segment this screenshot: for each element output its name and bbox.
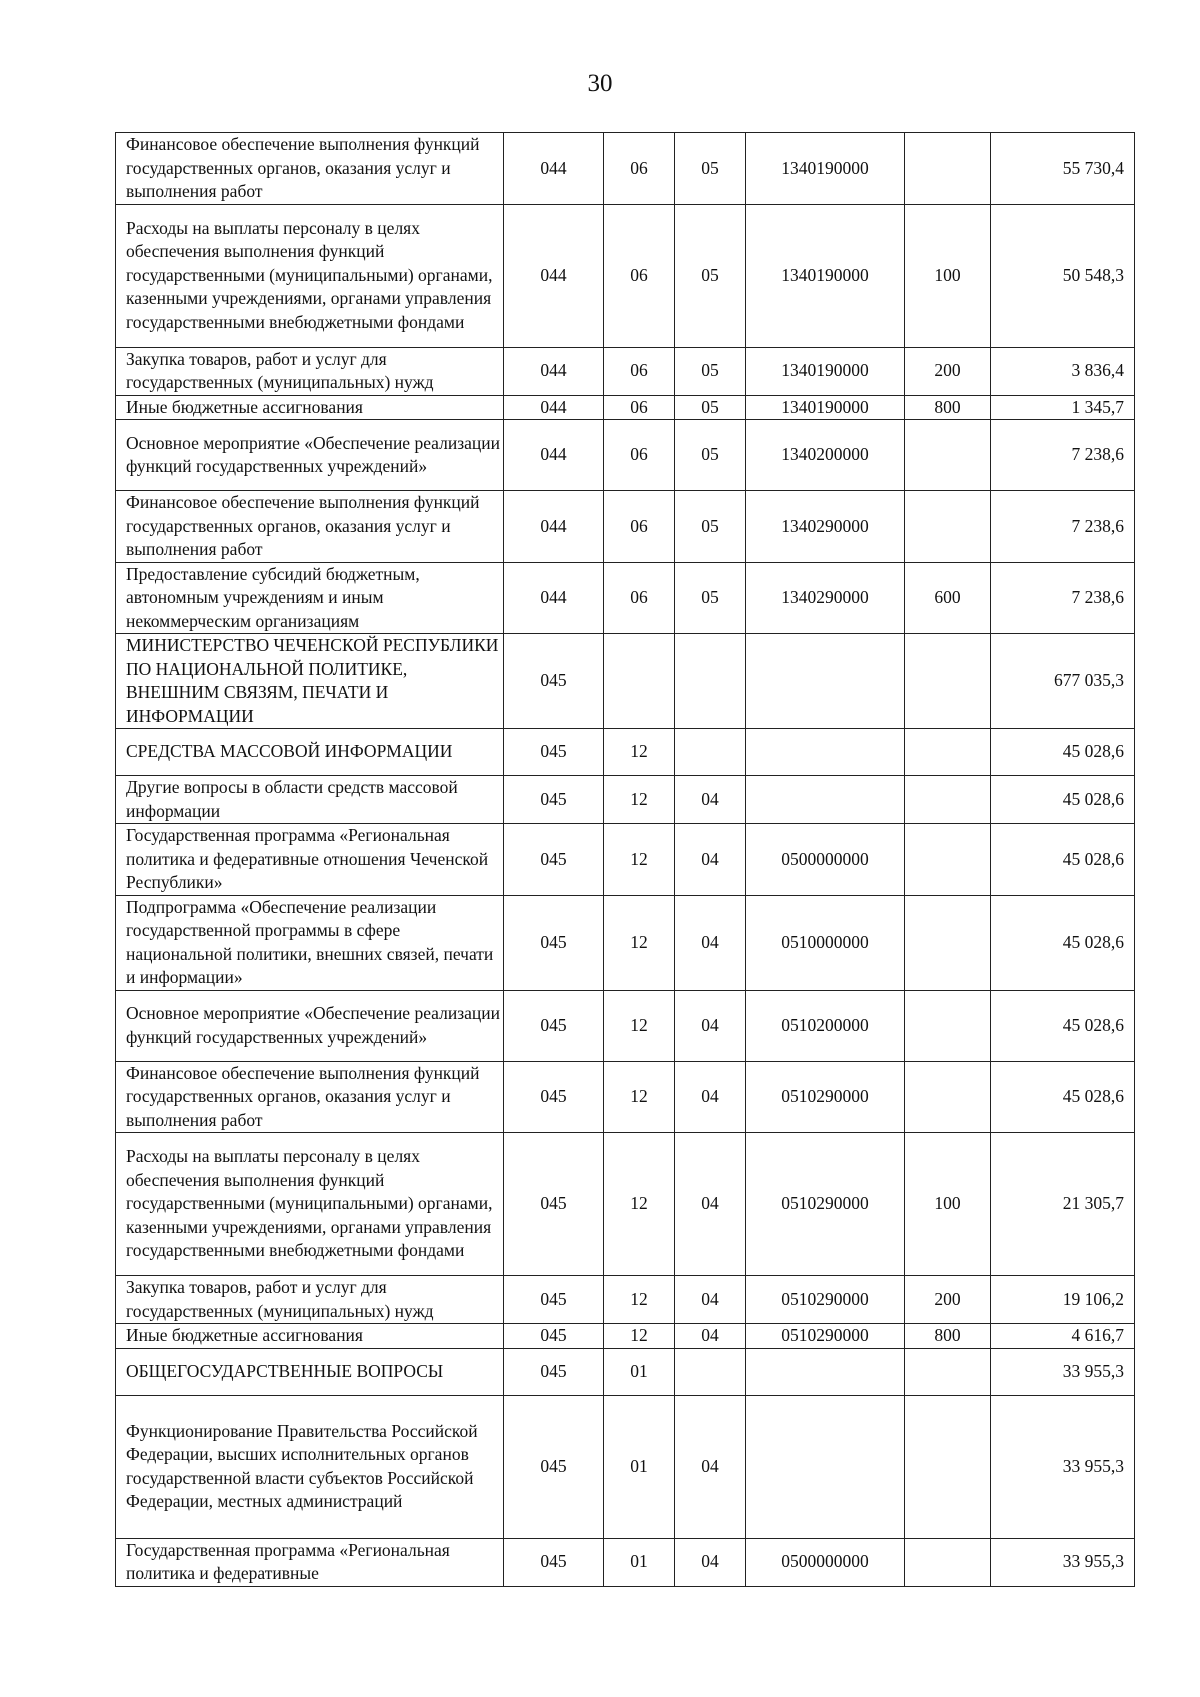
table-row [116,1061,1135,1133]
cell-csr: 0500000000 [746,1538,905,1586]
cell-csr: 1340290000 [746,491,905,563]
cell-rz: 06 [604,395,675,420]
cell-name: ОБЩЕГОСУДАРСТВЕННЫЕ ВОПРОСЫ [116,1348,504,1395]
cell-pr [675,1348,746,1395]
cell-pr: 04 [675,1324,746,1349]
cell-name: Подпрограмма «Обеспечение реализации государственной программы в сфере национальной политики, внешних связей, печати и информации» [116,895,504,990]
table-row [116,729,1135,776]
cell-name: Основное мероприятие «Обеспечение реализации функций государственных учреждений» [116,990,504,1061]
cell-pr: 05 [675,204,746,347]
cell-csr: 1340190000 [746,204,905,347]
cell-rz: 06 [604,204,675,347]
table-row [116,204,1135,347]
cell-pr: 04 [675,824,746,896]
cell-pr: 05 [675,347,746,395]
cell-sum: 55 730,4 [991,133,1135,205]
cell-ved: 045 [504,824,604,896]
cell-sum: 7 238,6 [991,491,1135,563]
table-row [116,824,1135,896]
table-row [116,562,1135,634]
cell-rz: 06 [604,420,675,491]
cell-csr: 1340190000 [746,133,905,205]
cell-ved: 044 [504,491,604,563]
cell-name: Предоставление субсидий бюджетным, автономным учреждениям и иным некоммерческим организациям [116,562,504,634]
cell-pr: 05 [675,491,746,563]
cell-ved: 045 [504,895,604,990]
table-row [116,1276,1135,1324]
cell-name: Расходы на выплаты персоналу в целях обеспечения выполнения функций государственными (муниципальными) органами, казенными учреждениями, органами управления государственными внебюджетными фондами [116,204,504,347]
table-row [116,634,1135,729]
cell-csr: 1340190000 [746,347,905,395]
cell-vr [905,420,991,491]
cell-csr [746,634,905,729]
cell-pr: 05 [675,133,746,205]
cell-name: Закупка товаров, работ и услуг для государственных (муниципальных) нужд [116,1276,504,1324]
cell-name: Функционирование Правительства Российской Федерации, высших исполнительных органов государственной власти субъектов Российской Федерации, местных администраций [116,1395,504,1538]
cell-vr: 100 [905,204,991,347]
cell-name: Государственная программа «Региональная политика и федеративные [116,1538,504,1586]
cell-ved: 044 [504,204,604,347]
cell-sum: 33 955,3 [991,1395,1135,1538]
cell-pr: 04 [675,1061,746,1133]
table-row [116,347,1135,395]
table-row [116,395,1135,420]
cell-vr [905,895,991,990]
cell-ved: 045 [504,776,604,824]
cell-sum: 45 028,6 [991,895,1135,990]
cell-csr: 1340200000 [746,420,905,491]
cell-pr: 05 [675,420,746,491]
cell-sum: 45 028,6 [991,1061,1135,1133]
cell-pr: 04 [675,1538,746,1586]
table-row [116,1348,1135,1395]
cell-name: Финансовое обеспечение выполнения функций государственных органов, оказания услуг и выполнения работ [116,491,504,563]
cell-csr [746,729,905,776]
cell-vr [905,729,991,776]
cell-ved: 045 [504,1538,604,1586]
cell-vr: 200 [905,347,991,395]
cell-sum: 7 238,6 [991,420,1135,491]
cell-pr [675,729,746,776]
cell-name: Иные бюджетные ассигнования [116,395,504,420]
cell-vr: 200 [905,1276,991,1324]
cell-ved: 044 [504,133,604,205]
cell-sum: 45 028,6 [991,776,1135,824]
cell-rz: 06 [604,562,675,634]
cell-vr [905,1348,991,1395]
cell-csr [746,776,905,824]
cell-csr: 0510290000 [746,1133,905,1276]
cell-sum: 45 028,6 [991,729,1135,776]
cell-csr: 0510290000 [746,1061,905,1133]
cell-rz: 06 [604,133,675,205]
cell-rz: 12 [604,1061,675,1133]
table-row [116,895,1135,990]
cell-vr [905,1061,991,1133]
cell-ved: 045 [504,729,604,776]
cell-name: Другие вопросы в области средств массовой информации [116,776,504,824]
cell-ved: 045 [504,634,604,729]
cell-sum: 45 028,6 [991,990,1135,1061]
cell-ved: 045 [504,1133,604,1276]
cell-vr: 800 [905,1324,991,1349]
cell-pr: 04 [675,1133,746,1276]
cell-vr: 600 [905,562,991,634]
cell-ved: 045 [504,1395,604,1538]
cell-vr: 800 [905,395,991,420]
cell-rz [604,634,675,729]
cell-csr [746,1348,905,1395]
cell-sum: 33 955,3 [991,1538,1135,1586]
cell-name: Основное мероприятие «Обеспечение реализации функций государственных учреждений» [116,420,504,491]
cell-ved: 044 [504,420,604,491]
cell-rz: 12 [604,776,675,824]
cell-vr [905,491,991,563]
table-row [116,776,1135,824]
table-row [116,1395,1135,1538]
cell-pr: 04 [675,776,746,824]
cell-rz: 01 [604,1348,675,1395]
table-row [116,1133,1135,1276]
table-row [116,990,1135,1061]
cell-ved: 044 [504,395,604,420]
cell-sum: 677 035,3 [991,634,1135,729]
cell-ved: 045 [504,1348,604,1395]
table-row [116,491,1135,563]
cell-pr [675,634,746,729]
cell-pr: 04 [675,1276,746,1324]
cell-vr [905,1538,991,1586]
cell-pr: 04 [675,895,746,990]
cell-sum: 50 548,3 [991,204,1135,347]
cell-sum: 19 106,2 [991,1276,1135,1324]
cell-pr: 05 [675,562,746,634]
table-row [116,1538,1135,1586]
cell-rz: 12 [604,1324,675,1349]
cell-vr [905,1395,991,1538]
cell-sum: 4 616,7 [991,1324,1135,1349]
cell-ved: 045 [504,1276,604,1324]
cell-name: Закупка товаров, работ и услуг для государственных (муниципальных) нужд [116,347,504,395]
cell-rz: 06 [604,491,675,563]
cell-sum: 33 955,3 [991,1348,1135,1395]
cell-csr: 0510200000 [746,990,905,1061]
cell-rz: 12 [604,824,675,896]
cell-csr [746,1395,905,1538]
cell-rz: 12 [604,729,675,776]
cell-csr: 1340190000 [746,395,905,420]
cell-csr: 1340290000 [746,562,905,634]
table-row [116,133,1135,205]
table-row [116,1324,1135,1349]
cell-vr [905,824,991,896]
cell-name: Государственная программа «Региональная политика и федеративные отношения Чеченской Республики» [116,824,504,896]
cell-vr [905,634,991,729]
cell-name: МИНИСТЕРСТВО ЧЕЧЕНСКОЙ РЕСПУБЛИКИ ПО НАЦИОНАЛЬНОЙ ПОЛИТИКЕ, ВНЕШНИМ СВЯЗЯМ, ПЕЧАТИ И ИНФОРМАЦИИ [116,634,504,729]
cell-vr [905,776,991,824]
cell-csr: 0510290000 [746,1276,905,1324]
cell-ved: 044 [504,562,604,634]
cell-name: Иные бюджетные ассигнования [116,1324,504,1349]
cell-sum: 21 305,7 [991,1133,1135,1276]
budget-table [115,132,1135,1587]
cell-name: Финансовое обеспечение выполнения функций государственных органов, оказания услуг и выполнения работ [116,1061,504,1133]
cell-sum: 1 345,7 [991,395,1135,420]
page-number: 30 [587,70,613,97]
cell-pr: 04 [675,1395,746,1538]
cell-name: СРЕДСТВА МАССОВОЙ ИНФОРМАЦИИ [116,729,504,776]
cell-rz: 12 [604,1133,675,1276]
cell-vr: 100 [905,1133,991,1276]
cell-rz: 01 [604,1538,675,1586]
table-row [116,420,1135,491]
cell-name: Финансовое обеспечение выполнения функций государственных органов, оказания услуг и выполнения работ [116,133,504,205]
cell-pr: 05 [675,395,746,420]
cell-pr: 04 [675,990,746,1061]
cell-rz: 12 [604,990,675,1061]
cell-csr: 0510000000 [746,895,905,990]
cell-sum: 45 028,6 [991,824,1135,896]
cell-ved: 045 [504,1061,604,1133]
cell-ved: 045 [504,990,604,1061]
cell-vr [905,990,991,1061]
cell-csr: 0510290000 [746,1324,905,1349]
cell-ved: 045 [504,1324,604,1349]
cell-ved: 044 [504,347,604,395]
cell-vr [905,133,991,205]
cell-sum: 3 836,4 [991,347,1135,395]
cell-rz: 01 [604,1395,675,1538]
cell-rz: 06 [604,347,675,395]
cell-csr: 0500000000 [746,824,905,896]
cell-name: Расходы на выплаты персоналу в целях обеспечения выполнения функций государственными (муниципальными) органами, казенными учреждениями, органами управления государственными внебюджетными фондами [116,1133,504,1276]
cell-rz: 12 [604,1276,675,1324]
cell-sum: 7 238,6 [991,562,1135,634]
cell-rz: 12 [604,895,675,990]
